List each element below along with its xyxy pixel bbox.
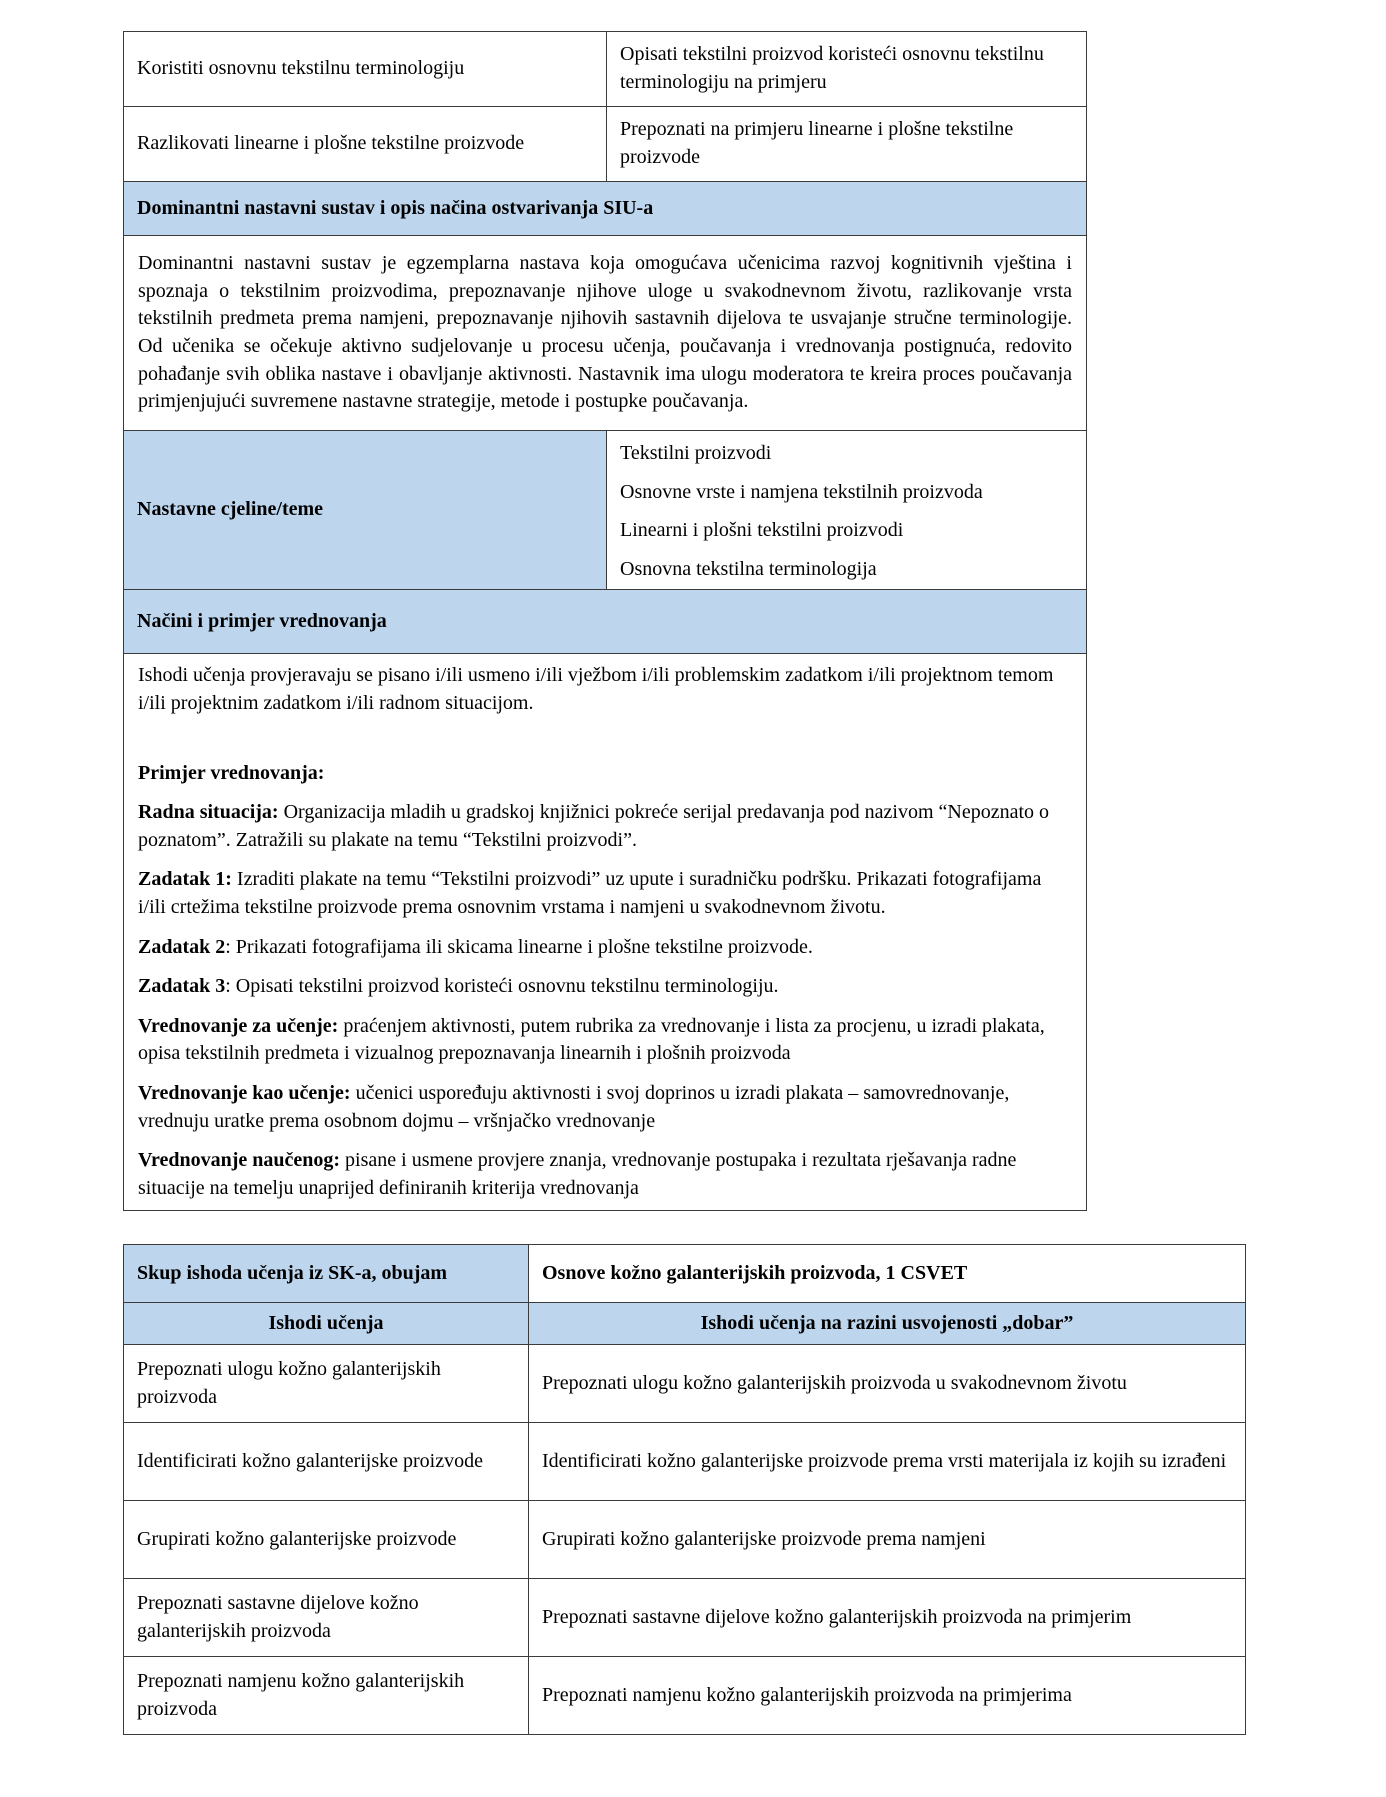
outcome-set-table [123, 1244, 1246, 1735]
curriculum-table [123, 31, 1087, 1211]
evaluation-paragraph [138, 1080, 1072, 1135]
evaluation-paragraph-label: Radna situacija: [138, 801, 279, 824]
evaluation-paragraph-label: Vrednovanje naučenog: [138, 1149, 341, 1172]
dominant-system-header: Dominantni nastavni sustav i opis načina ostvarivanja SIU-a [124, 182, 1087, 236]
description-row [124, 236, 1087, 431]
evaluation-content [124, 654, 1087, 1211]
teaching-unit-item: Osnovne vrste i namjena tekstilnih proizvoda [620, 480, 983, 503]
outcome-row [124, 1423, 1246, 1501]
outcome-row [124, 1657, 1246, 1735]
evaluation-paragraph-text: pisane i usmene provjere znanja, vrednovanje postupaka i rezultata rješavanja radne situacije na temelju unaprijed definiranih kriterija vrednovanja [138, 1149, 1017, 1199]
evaluation-paragraph-text: Izraditi plakate na temu “Tekstilni proizvodi” uz upute i suradničku podršku. Prikazati fotografijama i/ili crtežima tekstilne proizvode prema osnovnim vrstama i namjeni u svakodnevnom životu. [138, 868, 1042, 918]
outcome-left-cell: Prepoznati sastavne dijelove kožno galanterijskih proizvoda [124, 1579, 529, 1657]
evaluation-paragraph-text: : Prikazati fotografijama ili skicama linearne i plošne tekstilne proizvode. [225, 935, 813, 958]
outcome-right-cell: Identificirati kožno galanterijske proizvode prema vrsti materijala iz kojih su izrađeni [529, 1423, 1246, 1501]
column-header-level-good: Ishodi učenja na razini usvojenosti „dobar” [529, 1303, 1246, 1345]
outcome-set-value: Osnove kožno galanterijskih proizvoda, 1 CSVET [529, 1245, 1246, 1303]
column-header-row [124, 1303, 1246, 1345]
evaluation-paragraph [138, 799, 1072, 854]
outcome-left-cell: Razlikovati linearne i plošne tekstilne proizvode [124, 107, 607, 182]
evaluation-paragraph [138, 934, 1072, 962]
evaluation-paragraph [138, 866, 1072, 921]
evaluation-paragraph-label: Zadatak 3 [138, 975, 226, 998]
outcome-right-cell: Opisati tekstilni proizvod koristeći osnovnu tekstilnu terminologiju na primjeru [607, 32, 1087, 107]
evaluation-row [124, 654, 1087, 1211]
outcome-row [124, 1579, 1246, 1657]
outcome-right-cell: Prepoznati sastavne dijelove kožno galanterijskih proizvoda na primjerim [529, 1579, 1246, 1657]
outcome-left-cell: Koristiti osnovnu tekstilnu terminologiju [124, 32, 607, 107]
teaching-units-row [124, 431, 1087, 590]
evaluation-paragraph-label: Zadatak 2 [138, 935, 226, 958]
dominant-system-description: Dominantni nastavni sustav je egzemplarna nastava koja omogućava učenicima razvoj kognitivnih vještina i spoznaja o tekstilnim proizvodima, prepoznavanje njihove uloge u svakodnevnom životu, razlikovanje vrsta tekstilnih predmeta prema namjeni, prepoznavanje njihovih sastavnih dijelova te usvajanje stručne terminologije. Od učenika se očekuje aktivno sudjelovanje u procesu učenja, poučavanja i vrednovanja postignuća, redovito pohađanje svih oblika nastave i obavljanje aktivnosti. Nastavnik ima ulogu moderatora te kreira proces poučavanja primjenjujući suvremene nastavne strategije, metode i postupke poučavanja. [124, 236, 1087, 431]
evaluation-paragraph-text: : Opisati tekstilni proizvod koristeći osnovnu tekstilnu terminologiju. [225, 975, 779, 998]
outcome-row [124, 32, 1087, 107]
teaching-units-list [607, 431, 1087, 590]
column-header-outcomes: Ishodi učenja [124, 1303, 529, 1345]
section-header-row [124, 182, 1087, 236]
outcome-set-label: Skup ishoda učenja iz SK-a, obujam [124, 1245, 529, 1303]
evaluation-paragraph-text: praćenjem aktivnosti, putem rubrika za vrednovanje i lista za procjenu, u izradi plakata, opisa tekstilnih predmeta i vizualnog prepoznavanja linearnih i plošnih proizvoda [138, 1014, 1045, 1065]
evaluation-header: Načini i primjer vrednovanja [124, 590, 1087, 654]
outcome-row [124, 107, 1087, 182]
outcome-right-cell: Prepoznati ulogu kožno galanterijskih proizvoda u svakodnevnom životu [529, 1345, 1246, 1423]
outcome-right-cell: Prepoznati namjenu kožno galanterijskih proizvoda na primjerima [529, 1657, 1246, 1735]
teaching-unit-item: Osnovna tekstilna terminologija [620, 557, 877, 580]
evaluation-paragraph [138, 760, 1072, 788]
evaluation-paragraph [138, 1013, 1072, 1068]
outcome-row [124, 1501, 1246, 1579]
outcome-left-cell: Identificirati kožno galanterijske proizvode [124, 1423, 529, 1501]
outcome-set-title-row [124, 1245, 1246, 1303]
teaching-units-label: Nastavne cjeline/teme [124, 431, 607, 590]
evaluation-paragraph-label: Vrednovanje kao učenje: [138, 1081, 351, 1104]
evaluation-paragraph-text: Organizacija mladih u gradskoj knjižnici pokreće serijal predavanja pod nazivom “Nepoznato o poznatom”. Zatražili su plakate na temu “Tekstilni proizvodi”. [138, 801, 1050, 851]
outcome-left-cell: Grupirati kožno galanterijske proizvode [124, 1501, 529, 1579]
teaching-unit-item: Linearni i plošni tekstilni proizvodi [620, 519, 904, 542]
outcome-right-cell: Prepoznati na primjeru linearne i plošne tekstilne proizvode [607, 107, 1087, 182]
evaluation-paragraph-label: Vrednovanje za učenje: [138, 1014, 339, 1037]
document-page [0, 31, 1386, 1797]
outcome-right-cell: Grupirati kožno galanterijske proizvode prema namjeni [529, 1501, 1246, 1579]
evaluation-paragraph [138, 1147, 1072, 1202]
outcome-left-cell: Prepoznati ulogu kožno galanterijskih proizvoda [124, 1345, 529, 1423]
section-header-row [124, 590, 1087, 654]
teaching-unit-item: Tekstilni proizvodi [620, 442, 772, 464]
evaluation-paragraph [138, 973, 1072, 1001]
evaluation-paragraph-text: učenici uspoređuju aktivnosti i svoj doprinos u izradi plakata – samovrednovanje, vrednuju uratke prema osobnom dojmu – vršnjačko vrednovanje [138, 1081, 1010, 1132]
evaluation-paragraph-label: Zadatak 1: [138, 868, 232, 891]
outcome-row [124, 1345, 1246, 1423]
outcome-left-cell: Prepoznati namjenu kožno galanterijskih proizvoda [124, 1657, 529, 1735]
evaluation-intro: Ishodi učenja provjeravaju se pisano i/ili usmeno i/ili vježbom i/ili problemskim zadatkom i/ili projektnom temom i/ili projektnim zadatkom i/ili radnom situacijom. [138, 664, 1054, 714]
evaluation-paragraph-label: Primjer vrednovanja: [138, 761, 325, 784]
